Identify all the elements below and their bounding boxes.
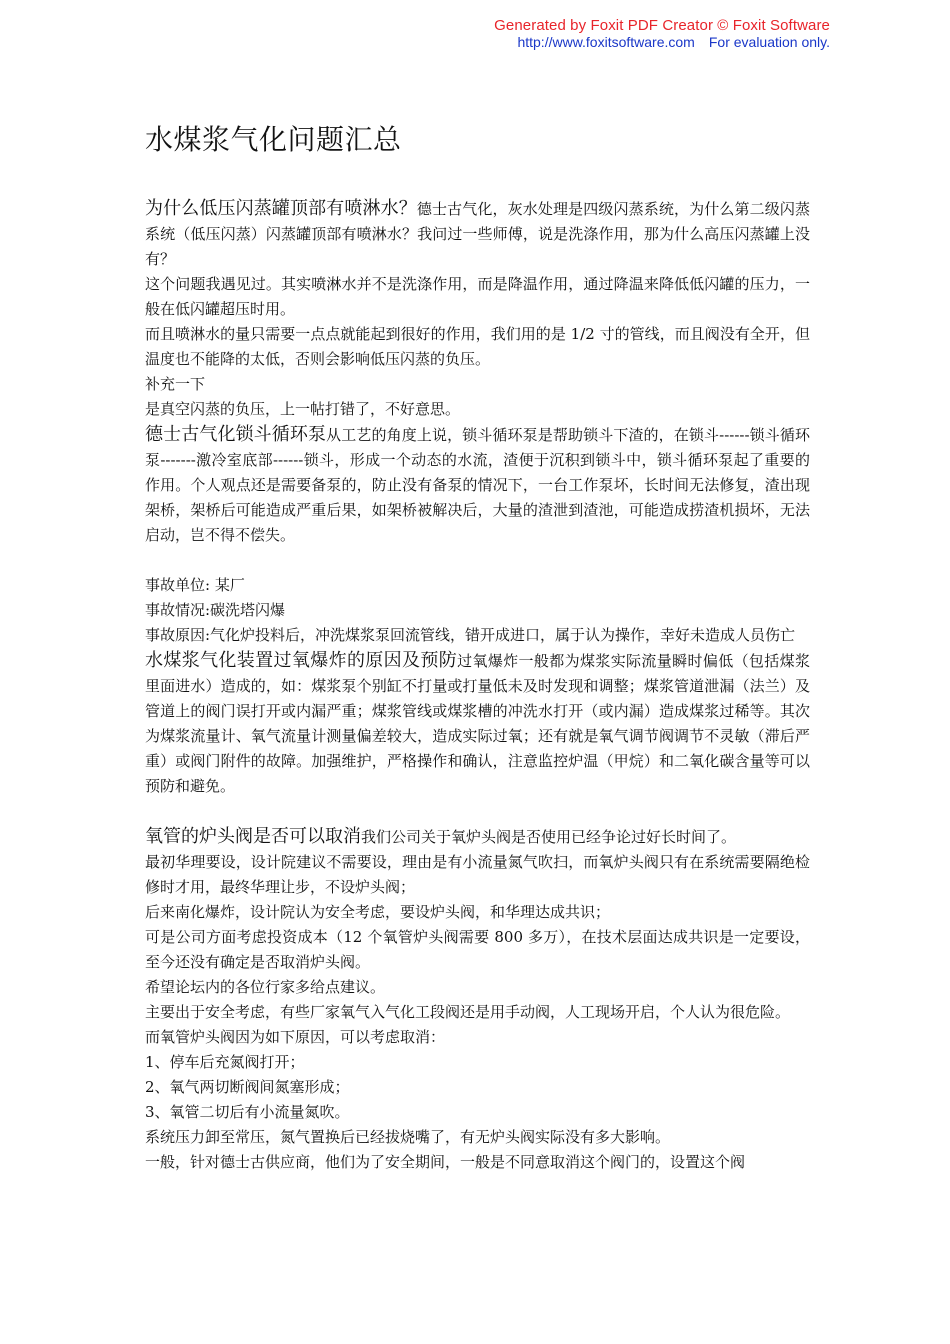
watermark-url-line [494, 34, 830, 51]
paragraph-text: 希望论坛内的各位行家多给点建议。 [145, 978, 386, 996]
paragraph-heading: 德士古气化锁斗循环泵 [145, 424, 327, 445]
paragraph-spacer [145, 799, 810, 824]
paragraph-text: 德士古气化，灰水处理是四级闪蒸系统，为什么第二级闪蒸系统（低压闪蒸）闪蒸罐顶部有喷淋水？我问过一些师傅，说是洗涤作用，那为什么高压闪蒸罐上没有？ [145, 200, 810, 268]
paragraph-text: 事故原因:气化炉投料后，冲洗煤浆泵回流管线，错开成进口，属于认为操作，幸好未造成人员伤亡 [145, 626, 796, 644]
body-paragraph [145, 573, 810, 598]
document-page [145, 120, 810, 1175]
paragraph-text: 一般，针对德士古供应商，他们为了安全期间，一般是不同意取消这个阀门的，设置这个阀 [145, 1153, 746, 1171]
body-paragraph [145, 1125, 810, 1150]
paragraph-text: 系统压力卸至常压，氮气置换后已经拔烧嘴了，有无炉头阀实际没有多大影响。 [145, 1128, 671, 1146]
body-paragraph [145, 1150, 810, 1175]
body-paragraph [145, 322, 810, 372]
paragraph-heading: 为什么低压闪蒸罐顶部有喷淋水？ [145, 198, 417, 219]
paragraph-text: 过氧爆炸一般都为煤浆实际流量瞬时偏低（包括煤浆里面进水）造成的，如：煤浆泵个别缸不打量或打量低未及时发现和调整；煤浆管道泄漏（法兰）及管道上的阀门误打开或内漏严重；煤浆管线或煤浆槽的冲洗水打开（或内漏）造成煤浆过稀等。其次为煤浆流量计、氧气流量计测量偏差较大，造成实际过氧；还有就是氧气调节阀调节不灵敏（滞后严重）或阀门附件的故障。加强维护，严格操作和确认，注意监控炉温（甲烷）和二氧化碳含量等可以预防和避免。 [145, 652, 811, 795]
paragraph-text: 3、氧管二切后有小流量氮吹。 [145, 1103, 350, 1121]
paragraph-text: 而氧管炉头阀因为如下原因，可以考虑取消： [145, 1028, 446, 1046]
paragraph-text: 可是公司方面考虑投资成本（12 个氧管炉头阀需要 800 多万），在技术层面达成共识是一定要设，至今还没有确定是否取消炉头阀。 [145, 928, 810, 971]
body-paragraph [145, 1000, 810, 1025]
watermark-url: http://www.foxitsoftware.com [517, 34, 695, 50]
body-paragraph [145, 598, 810, 623]
paragraph-text: 事故情况:碳洗塔闪爆 [145, 601, 286, 619]
paragraph-text: 我们公司关于氧炉头阀是否使用已经争论过好长时间了。 [361, 828, 737, 846]
document-title: 水煤浆气化问题汇总 [145, 123, 402, 156]
body-paragraph [145, 1075, 810, 1100]
body-paragraph [145, 975, 810, 1000]
document-body [145, 196, 810, 1175]
body-paragraph [145, 900, 810, 925]
paragraph-text: 1、停车后充氮阀打开； [145, 1053, 305, 1071]
body-paragraph [145, 1100, 810, 1125]
foxit-watermark [494, 17, 830, 51]
body-paragraph [145, 1050, 810, 1075]
paragraph-heading: 水煤浆气化装置过氧爆炸的原因及预防 [145, 650, 458, 671]
paragraph-heading: 氧管的炉头阀是否可以取消 [145, 826, 361, 847]
paragraph-text: 2、氧气两切断阀间氮塞形成； [145, 1078, 350, 1096]
paragraph-text: 是真空闪蒸的负压，上一帖打错了，不好意思。 [145, 400, 461, 418]
paragraph-text: 而且喷淋水的量只需要一点点就能起到很好的作用，我们用的是 1/2 寸的管线，而且阀没有全开，但温度也不能降的太低，否则会影响低压闪蒸的负压。 [145, 325, 810, 368]
paragraph-spacer [145, 548, 810, 573]
body-paragraph [145, 648, 810, 799]
body-paragraph [145, 272, 810, 322]
paragraph-text: 事故单位: 某厂 [145, 576, 245, 594]
paragraph-text: 补充一下 [145, 375, 206, 393]
body-paragraph [145, 397, 810, 422]
watermark-evaluation-note: For evaluation only. [708, 34, 830, 50]
watermark-generator-text: Generated by Foxit PDF Creator © Foxit Software [494, 17, 830, 34]
body-paragraph [145, 850, 810, 900]
paragraph-text: 主要出于安全考虑，有些厂家氧气入气化工段阀还是用手动阀，人工现场开启，个人认为很危险。 [145, 1003, 791, 1021]
paragraph-text: 这个问题我遇见过。其实喷淋水并不是洗涤作用，而是降温作用，通过降温来降低低闪罐的压力，一般在低闪罐超压时用。 [145, 275, 810, 318]
body-paragraph [145, 1025, 810, 1050]
paragraph-text: 后来南化爆炸，设计院认为安全考虑，要设炉头阀，和华理达成共识； [145, 903, 611, 921]
body-paragraph [145, 196, 810, 272]
paragraph-text: 从工艺的角度上说，锁斗循环泵是帮助锁斗下渣的，在锁斗------锁斗循环泵-------激冷室底部------锁斗，形成一个动态的水流，渣便于沉积到锁斗中，锁斗循环泵起了重要的作用。个人观点还是需要备泵的，防止没有备泵的情况下，一台工作泵坏，长时间无法修复，渣出现架桥，架桥后可能造成严重后果，如架桥被解决后，大量的渣泄到渣池，可能造成捞渣机损坏，无法启动，岂不得不偿失。 [145, 426, 811, 544]
paragraph-text: 最初华理要设，设计院建议不需要设，理由是有小流量氮气吹扫，而氧炉头阀只有在系统需要隔绝检修时才用，最终华理让步，不设炉头阀； [145, 853, 810, 896]
body-paragraph [145, 824, 810, 850]
body-paragraph [145, 372, 810, 397]
body-paragraph [145, 925, 810, 975]
body-paragraph [145, 623, 810, 648]
body-paragraph [145, 422, 810, 548]
